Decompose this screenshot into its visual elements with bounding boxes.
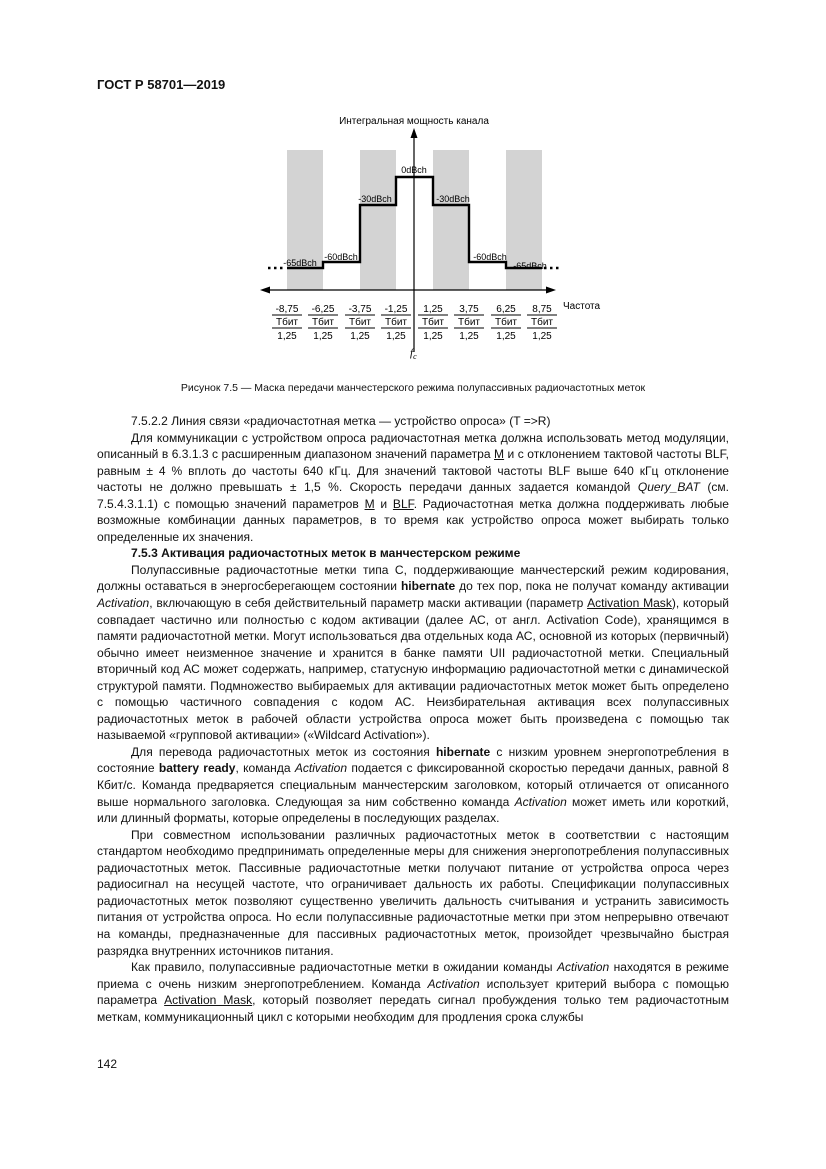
paragraph: Для перевода радиочастотных меток из состояния hibernate с низким уровнем энергопотребления в состояние battery ready, команда Activation подается с фиксированной скоростью передачи данных, равной 8 Кбит/с. Команда предваряется специальным манчестерским заголовком, который отличается от описанного выше нормального заголовка. Следующая за ним собственно команда Activation может иметь или короткий, или длинный форматы, которые определены в последующих разделах.: [97, 744, 729, 826]
tick-denominator: Tбит: [457, 317, 481, 328]
tick-factor: 1,25: [532, 331, 552, 342]
tick-factor: 1,25: [277, 331, 297, 342]
tick-factor: 1,25: [313, 331, 333, 342]
tick-denominator: Tбит: [275, 317, 299, 328]
paragraph: При совместном использовании различных радиочастотных меток в соответствии с настоящим стандартом необходимо предпринимать определенные меры для снижения энергопотребления полупассивных радиочастотных меток. Пассивные радиочастотные метки получают питание от устройства опроса через радиосигнал на несущей частоте, что ограничивает дальность их работы. Спецификации полупассивных радиочастотных меток позволяют существенно увеличить дальность считывания и устранить зависимость питания от устройства опроса. Но если полупассивные радиочастотные метки при этом непрерывно отвечают на команды, предназначенные для пассивных радиочастотных меток, произойдет чрезвычайно быстрая разрядка внутренних источников питания.: [97, 827, 729, 958]
tick-numerator: -8,75: [275, 304, 299, 315]
tick-numerator: 8,75: [532, 304, 552, 315]
figure-caption: Рисунок 7.5 — Маска передачи манчестерского режима полупассивных радиочастотных меток: [180, 382, 646, 394]
tick-denominator: Tбит: [530, 317, 554, 328]
level-label: -65dBch: [513, 261, 547, 271]
level-label: -65dBch: [283, 258, 317, 268]
page-number: 142: [97, 1057, 118, 1071]
level-label: -30dBch: [358, 194, 392, 204]
section-heading: 7.5.3 Активация радиочастотных меток в манчестерском режиме: [131, 546, 521, 561]
tick-factor: 1,25: [459, 331, 479, 342]
paragraph: 7.5.2.2 Линия связи «радиочастотная метка — устройство опроса» (T =>R): [131, 414, 551, 428]
tick-denominator: Tбит: [494, 317, 518, 328]
tick-factor: 1,25: [423, 331, 443, 342]
transmit-mask-figure: [250, 112, 601, 372]
level-label: -60dBch: [473, 252, 507, 262]
tick-numerator: -1,25: [384, 304, 408, 315]
level-label: 0dBch: [401, 165, 427, 175]
fc-label: $f_c$: [410, 347, 417, 361]
shaded-band: [360, 150, 396, 290]
frequency-axis-label: Частота: [563, 301, 601, 312]
tick-numerator: 1,25: [423, 304, 443, 315]
tick-denominator: Tбит: [384, 317, 408, 328]
level-label: -30dBch: [436, 194, 470, 204]
frequency-axis-right-arrow-icon: [546, 287, 556, 294]
tick-factor: 1,25: [386, 331, 406, 342]
tick-denominator: Tбит: [348, 317, 372, 328]
tick-denominator: Tбит: [421, 317, 445, 328]
document-header: ГОСТ Р 58701—2019: [97, 77, 226, 92]
paragraph: Как правило, полупассивные радиочастотные метки в ожидании команды Activation находятся в режиме приема с очень низким энергопотреблением. Команда Activation использует критерий выбора с помощью параметра Activation Mask, который позволяет передать сигнал пробуждения только тем радиочастотным меткам, коммуникационный цикл с которыми необходим для продления срока службы: [97, 960, 730, 1024]
tick-factor: 1,25: [496, 331, 516, 342]
paragraph: Для коммуникации с устройством опроса радиочастотная метка должна использовать метод модуляции, описанный в 6.3.1.3 с расширенным диапазоном значений параметра M и с отклонением тактовой частоты BLF, равным ± 4 % вплоть до частоты 640 кГц. Для значений тактовой частоты BLF выше 640 кГц отклонение частоты не должно превышать ± 1,5 %. Скорость передачи данных задается командой Query_BAT (см. 7.5.4.3.1.1) с помощью значений параметров M и BLF. Радиочастотная метка должна поддерживать любые возможные комбинации данных параметров, в то время как устройство опроса может выбирать только определенные их значения.: [97, 430, 730, 544]
tick-numerator: -6,25: [311, 304, 335, 315]
tick-factor: 1,25: [350, 331, 370, 342]
tick-numerator: -3,75: [348, 304, 372, 315]
body-text: [97, 413, 729, 1025]
tick-numerator: 6,25: [496, 304, 516, 315]
tick-numerator: 3,75: [459, 304, 479, 315]
paragraph: Полупассивные радиочастотные метки типа С, поддерживающие манчестерский режим кодирования, должны оставаться в энергосберегающем состоянии hibernate до тех пор, пока не получат команду активации Activation, включающую в себя действительный параметр маски активации (параметр Activation Mask), который совпадает частично или полностью с кодом активации (далее АС, от англ. Activation Code), хранящимся в памяти радиочастотной метки. Могут использоваться два отдельных кода АС, основной из которых (первичный) обычно имеет неизменное значение и хранится в банке памяти UII радиочастотной метки. Специальный вторичный код АС может содержать, например, статусную информацию радиочастотной метки с динамической структурой памяти. Подмножество выбираемых для активации радиочастотных меток может быть определено с помощью частичного совпадения с кодом АС. Неизбирательная активация всех полупассивных радиочастотных меток в рабочей области устройства опроса может быть произведена с помощью так называемой «групповой активации» («Wildcard Activation»).: [97, 562, 730, 743]
level-label: -60dBch: [324, 252, 358, 262]
power-axis-label: Интегральная мощность канала: [339, 116, 489, 127]
tick-denominator: Tбит: [311, 317, 335, 328]
power-axis-arrow-icon: [411, 128, 418, 138]
frequency-axis-left-arrow-icon: [260, 287, 270, 294]
transmit-mask-diagram: [250, 112, 601, 372]
shaded-band: [433, 150, 469, 290]
